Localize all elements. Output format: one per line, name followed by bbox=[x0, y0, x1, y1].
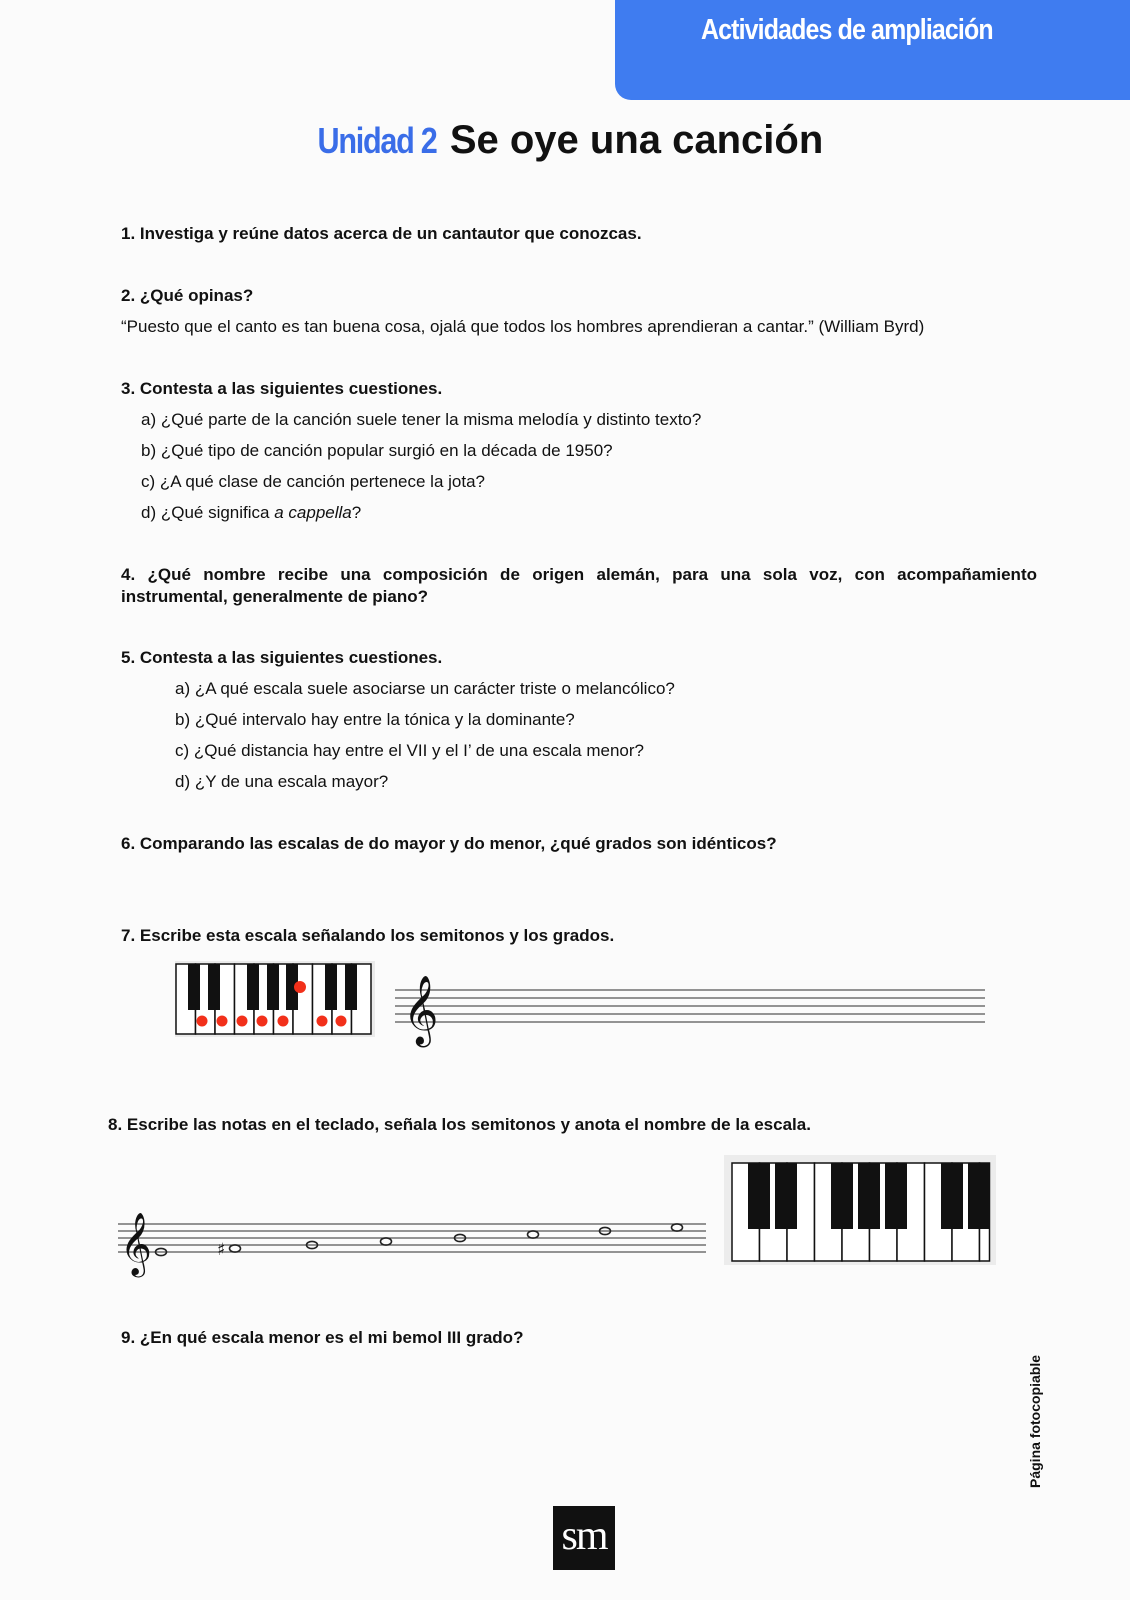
page-title bbox=[0, 118, 1130, 163]
marker-dot bbox=[317, 1016, 328, 1027]
marker-dot bbox=[294, 981, 306, 993]
publisher-logo: sm bbox=[553, 1506, 615, 1570]
q7-keyboard bbox=[175, 961, 375, 1037]
question-3-item-d-text: d) ¿Qué significa bbox=[141, 503, 275, 522]
treble-clef-icon: 𝄞 bbox=[403, 975, 439, 1045]
q8-keyboard bbox=[724, 1155, 996, 1265]
q7-staff bbox=[395, 968, 985, 1045]
question-5-item-c: c) ¿Qué distancia hay entre el VII y el I’ de una escala menor? bbox=[175, 741, 645, 760]
question-3-item-d bbox=[141, 502, 361, 524]
treble-clef-icon: 𝄞 bbox=[120, 1212, 152, 1275]
question-5-item-a: a) ¿A qué escala suele asociarse un carácter triste o melancólico? bbox=[175, 679, 675, 698]
question-2: 2. ¿Qué opinas? bbox=[121, 286, 254, 305]
marker-dot bbox=[237, 1016, 248, 1027]
whole-note bbox=[528, 1231, 539, 1238]
q8-black-keys bbox=[748, 1163, 990, 1229]
photocopiable-note: Página fotocopiable bbox=[1027, 1354, 1043, 1488]
whole-note bbox=[230, 1245, 241, 1252]
question-3: 3. Contesta a las siguientes cuestiones. bbox=[121, 379, 443, 398]
whole-note bbox=[672, 1224, 683, 1231]
question-9: 9. ¿En qué escala menor es el mi bemol III grado? bbox=[121, 1328, 524, 1347]
question-5: 5. Contesta a las siguientes cuestiones. bbox=[121, 648, 443, 667]
question-3-item-c: c) ¿A qué clase de canción pertenece la jota? bbox=[141, 472, 485, 491]
section-tab-label: Actividades de ampliación bbox=[701, 14, 993, 46]
question-6: 6. Comparando las escalas de do mayor y do menor, ¿qué grados son idénticos? bbox=[121, 834, 777, 853]
question-3-item-b: b) ¿Qué tipo de canción popular surgió en la década de 1950? bbox=[141, 441, 613, 460]
question-1: 1. Investiga y reúne datos acerca de un cantautor que conozcas. bbox=[121, 224, 642, 243]
section-tab bbox=[615, 0, 1130, 100]
unit-title: Se oye una canción bbox=[449, 118, 824, 162]
marker-dot bbox=[197, 1016, 208, 1027]
marker-dot bbox=[217, 1016, 228, 1027]
question-3-item-d-end: ? bbox=[351, 503, 362, 522]
question-8: 8. Escribe las notas en el teclado, señala los semitonos y anota el nombre de la escala. bbox=[108, 1115, 811, 1134]
marker-dot bbox=[336, 1016, 347, 1027]
question-3-item-a: a) ¿Qué parte de la canción suele tener la misma melodía y distinto texto? bbox=[141, 410, 702, 429]
question-7: 7. Escribe esta escala señalando los semitonos y los grados. bbox=[121, 926, 615, 945]
marker-dot bbox=[278, 1016, 289, 1027]
q8-staff bbox=[118, 1200, 708, 1275]
marker-dot bbox=[257, 1016, 268, 1027]
q7-black-keys bbox=[188, 964, 357, 1010]
unit-label: Unidad 2 bbox=[317, 120, 437, 161]
whole-note bbox=[381, 1238, 392, 1245]
question-3-item-d-italic: a cappella bbox=[274, 503, 352, 522]
question-5-item-b: b) ¿Qué intervalo hay entre la tónica y la dominante? bbox=[175, 710, 575, 729]
question-2-quote: “Puesto que el canto es tan buena cosa, ojalá que todos los hombres aprendieran a cantar.” (William Byrd) bbox=[121, 317, 925, 336]
question-5-item-d: d) ¿Y de una escala mayor? bbox=[175, 772, 389, 791]
question-4: 4. ¿Qué nombre recibe una composición de origen alemán, para una sola voz, con acompañamiento instrumental, generalmente de piano? bbox=[121, 565, 1037, 606]
sharp-sign-icon: ♯ bbox=[217, 1240, 226, 1260]
